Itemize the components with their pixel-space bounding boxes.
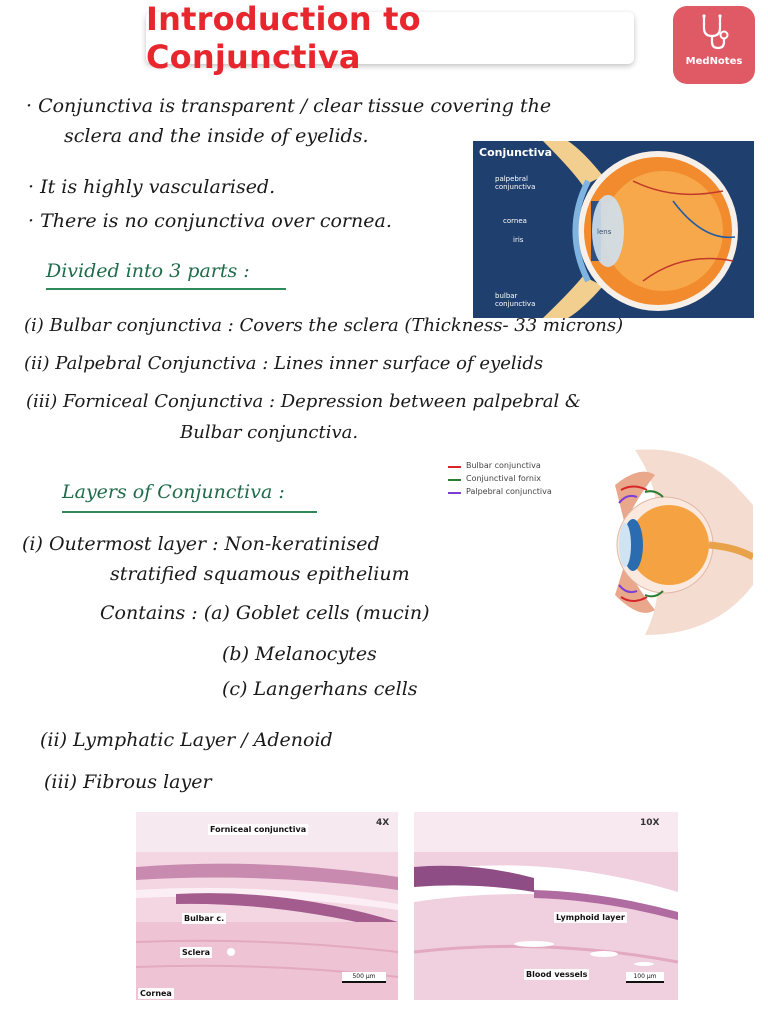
parts-heading: Divided into 3 parts : bbox=[46, 260, 250, 282]
layer-contains-c: (c) Langerhans cells bbox=[222, 678, 418, 700]
label-lymphoid: Lymphoid layer bbox=[556, 913, 625, 922]
logo-text: MedNotes bbox=[685, 56, 743, 67]
layer-1-line-1: (i) Outermost layer : Non-keratinised bbox=[22, 533, 380, 555]
intro-line-2: sclera and the inside of eyelids. bbox=[64, 125, 369, 147]
layers-heading-underline bbox=[62, 511, 317, 513]
part-item-3: (iii) Forniceal Conjunctiva : Depression between palpebral & bbox=[26, 391, 581, 412]
intro-line-1: · Conjunctiva is transparent / clear tissue covering the bbox=[26, 95, 552, 117]
mednotes-logo bbox=[673, 6, 755, 84]
intro-bullet-3: · There is no conjunctiva over cornea. bbox=[28, 210, 392, 232]
legend-swatch-fornix bbox=[448, 479, 461, 481]
legend-label-bulbar: Bulbar conjunctiva bbox=[466, 461, 541, 470]
label-blood-vessels: Blood vessels bbox=[526, 970, 588, 979]
legend-label-fornix: Conjunctival fornix bbox=[466, 474, 541, 483]
label-bulbar-c: Bulbar c. bbox=[184, 914, 225, 923]
legend-label-palpebral: Palpebral conjunctiva bbox=[466, 487, 552, 496]
part-item-1: (i) Bulbar conjunctiva : Covers the sclera (Thickness- 33 microns) bbox=[24, 315, 624, 336]
intro-bullet-2: · It is highly vascularised. bbox=[28, 176, 276, 198]
parts-heading-underline bbox=[46, 288, 286, 290]
layers-heading: Layers of Conjunctiva : bbox=[62, 481, 285, 503]
histology-10x-magnification: 10X bbox=[640, 818, 660, 828]
eye-side-diagram bbox=[585, 445, 753, 640]
eye-side-illustration bbox=[585, 445, 753, 640]
legend-swatch-palpebral bbox=[448, 492, 461, 494]
conjunctiva-illustration bbox=[473, 141, 754, 318]
legend-item-bulbar bbox=[448, 461, 578, 474]
histology-4x bbox=[136, 812, 398, 1000]
label-forniceal: Forniceal conjunctiva bbox=[210, 825, 307, 834]
illus1-label-palpebral: palpebral conjunctiva bbox=[495, 175, 536, 191]
illus2-legend bbox=[448, 461, 578, 500]
layer-contains: Contains : (a) Goblet cells (mucin) bbox=[100, 602, 430, 624]
illus1-heading: Conjunctiva bbox=[479, 146, 553, 159]
title-box bbox=[146, 0, 634, 76]
illus1-label-iris: iris bbox=[513, 236, 524, 244]
part-item-2: (ii) Palpebral Conjunctiva : Lines inner surface of eyelids bbox=[24, 353, 544, 374]
scale-bar-10x: 100 µm bbox=[626, 972, 664, 983]
illus1-label-lens: lens bbox=[597, 228, 612, 236]
label-sclera: Sclera bbox=[182, 948, 211, 957]
histology-10x bbox=[414, 812, 678, 1000]
page-title: Introduction to Conjunctiva bbox=[146, 0, 421, 76]
illus1-label-cornea: cornea bbox=[503, 217, 527, 225]
layer-2: (ii) Lymphatic Layer / Adenoid bbox=[40, 729, 333, 751]
label-cornea: Cornea bbox=[140, 989, 172, 998]
layer-contains-b: (b) Melanocytes bbox=[222, 643, 377, 665]
layer-1-line-2: stratified squamous epithelium bbox=[110, 563, 410, 585]
legend-swatch-bulbar bbox=[448, 466, 461, 468]
part-item-3-cont: Bulbar conjunctiva. bbox=[180, 422, 359, 443]
legend-item-fornix bbox=[448, 474, 578, 487]
layer-3: (iii) Fibrous layer bbox=[44, 771, 212, 793]
stethoscope-icon bbox=[698, 14, 730, 52]
illus1-label-bulbar: bulbar conjunctiva bbox=[495, 292, 536, 308]
histology-4x-magnification: 4X bbox=[376, 818, 390, 828]
legend-item-palpebral bbox=[448, 487, 578, 500]
scale-bar-4x: 500 µm bbox=[342, 972, 386, 983]
